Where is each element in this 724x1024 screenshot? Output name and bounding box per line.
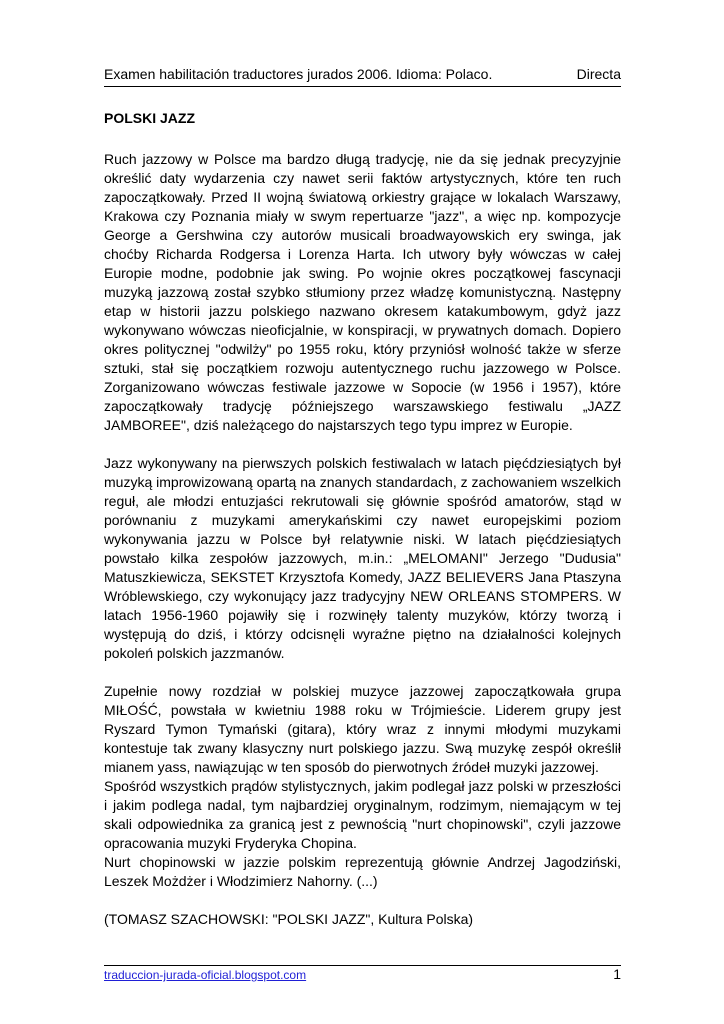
paragraph-1: Ruch jazzowy w Polsce ma bardzo długą tradycję, nie da się jednak precyzyjnie określić daty wydarzenia czy nawet serii faktów artystycznych, które ten ruch zapoczątkowały. Przed II wojną światową orkiestry grające w lokalach Warszawy, Krakowa czy Poznania miały w swym repertuarze "jazz", a więc np. kompozycje George a Gershwina czy autorów musicali broadwayowskich ery swinga, jak choćby Richarda Rodgersa i Lorenza Harta. Ich utwory były wówczas w całej Europie modne, podobnie jak swing. Po wojnie okres początkowej fascynacji muzyką jazzową został szybko stłumiony przez władzę komunistyczną. Następny etap w historii jazzu polskiego nazwano okresem katakumbowym, gdyż jazz wykonywano wówczas nieoficjalnie, w konspiracji, w prywatnych domach. Dopiero okres politycznej "odwilży" po 1955 roku, który przyniósł wolność także w sferze sztuki, stał się początkiem rozwoju autentycznego ruchu jazzowego w Polsce. Zorganizowano wówczas festiwale jazzowe w Sopocie (w 1956 i 1957), które zapoczątkowały tradycję późniejszego warszawskiego festiwalu „JAZZ JAMBOREE", dziś należącego do najstarszych tego typu imprez w Europie. (104, 151, 621, 433)
header-type: Directa (576, 66, 621, 82)
document-body (104, 109, 621, 929)
page-header (104, 66, 621, 87)
paragraph-2: Jazz wykonywany na pierwszych polskich festiwalach w latach pięćdziesiątych był muzyką improwizowaną opartą na znanych standardach, z zachowaniem wszelkich reguł, ale młodzi entuzjaści rekrutowali się głównie spośród amatorów, stąd w porównaniu z muzykami amerykańskimi czy nawet europejskimi poziom wykonywania jazzu w Polsce był relatywnie niski. W latach pięćdziesiątych powstało kilka zespołów jazzowych, m.in.: „MELOMANI" Jerzego "Dudusia" Matuszkiewicza, SEKSTET Krzysztofa Komedy, JAZZ BELIEVERS Jana Ptaszyna Wróblewskiego, czy wykonujący jazz tradycyjny NEW ORLEANS STOMPERS. W latach 1956-1960 pojawiły się i rozwinęły talenty muzyków, którzy tworzą i występują do dziś, i którzy odcisnęli wyraźne piętno na działalności kolejnych pokoleń polskich jazzmanów. (104, 455, 621, 661)
page-footer (104, 965, 621, 982)
paragraph-5: Nurt chopinowski w jazzie polskim reprezentują głównie Andrzej Jagodziński, Leszek Możdżer i Włodzimierz Nahorny. (...) (104, 854, 621, 889)
source-citation: (TOMASZ SZACHOWSKI: "POLSKI JAZZ", Kultura Polska) (104, 911, 474, 927)
document-heading: POLSKI JAZZ (104, 110, 196, 126)
page-number: 1 (613, 966, 621, 982)
header-title: Examen habilitación traductores jurados 2006. Idioma: Polaco. (104, 66, 493, 82)
footer-link[interactable]: traduccion-jurada-oficial.blogspot.com (104, 968, 307, 982)
paragraph-4: Spośród wszystkich prądów stylistycznych, jakim podlegał jazz polski w przeszłości i jakim podlega nadal, tym najbardziej oryginalnym, rodzimym, niemającym w tej skali odpowiednika za granicą jest z pewnością "nurt chopinowski", czyli jazzowe opracowania muzyki Fryderyka Chopina. (104, 778, 621, 851)
paragraph-3: Zupełnie nowy rozdział w polskiej muzyce jazzowej zapoczątkowała grupa MIŁOŚĆ, powstała w kwietniu 1988 roku w Trójmieście. Liderem grupy jest Ryszard Tymon Tymański (gitara), który wraz z innymi młodymi muzykami kontestuje tak zwany klasyczny nurt polskiego jazzu. Swą muzykę zespół określił mianem yass, nawiązując w ten sposób do pierwotnych źródeł muzyki jazzowej. (104, 683, 621, 775)
